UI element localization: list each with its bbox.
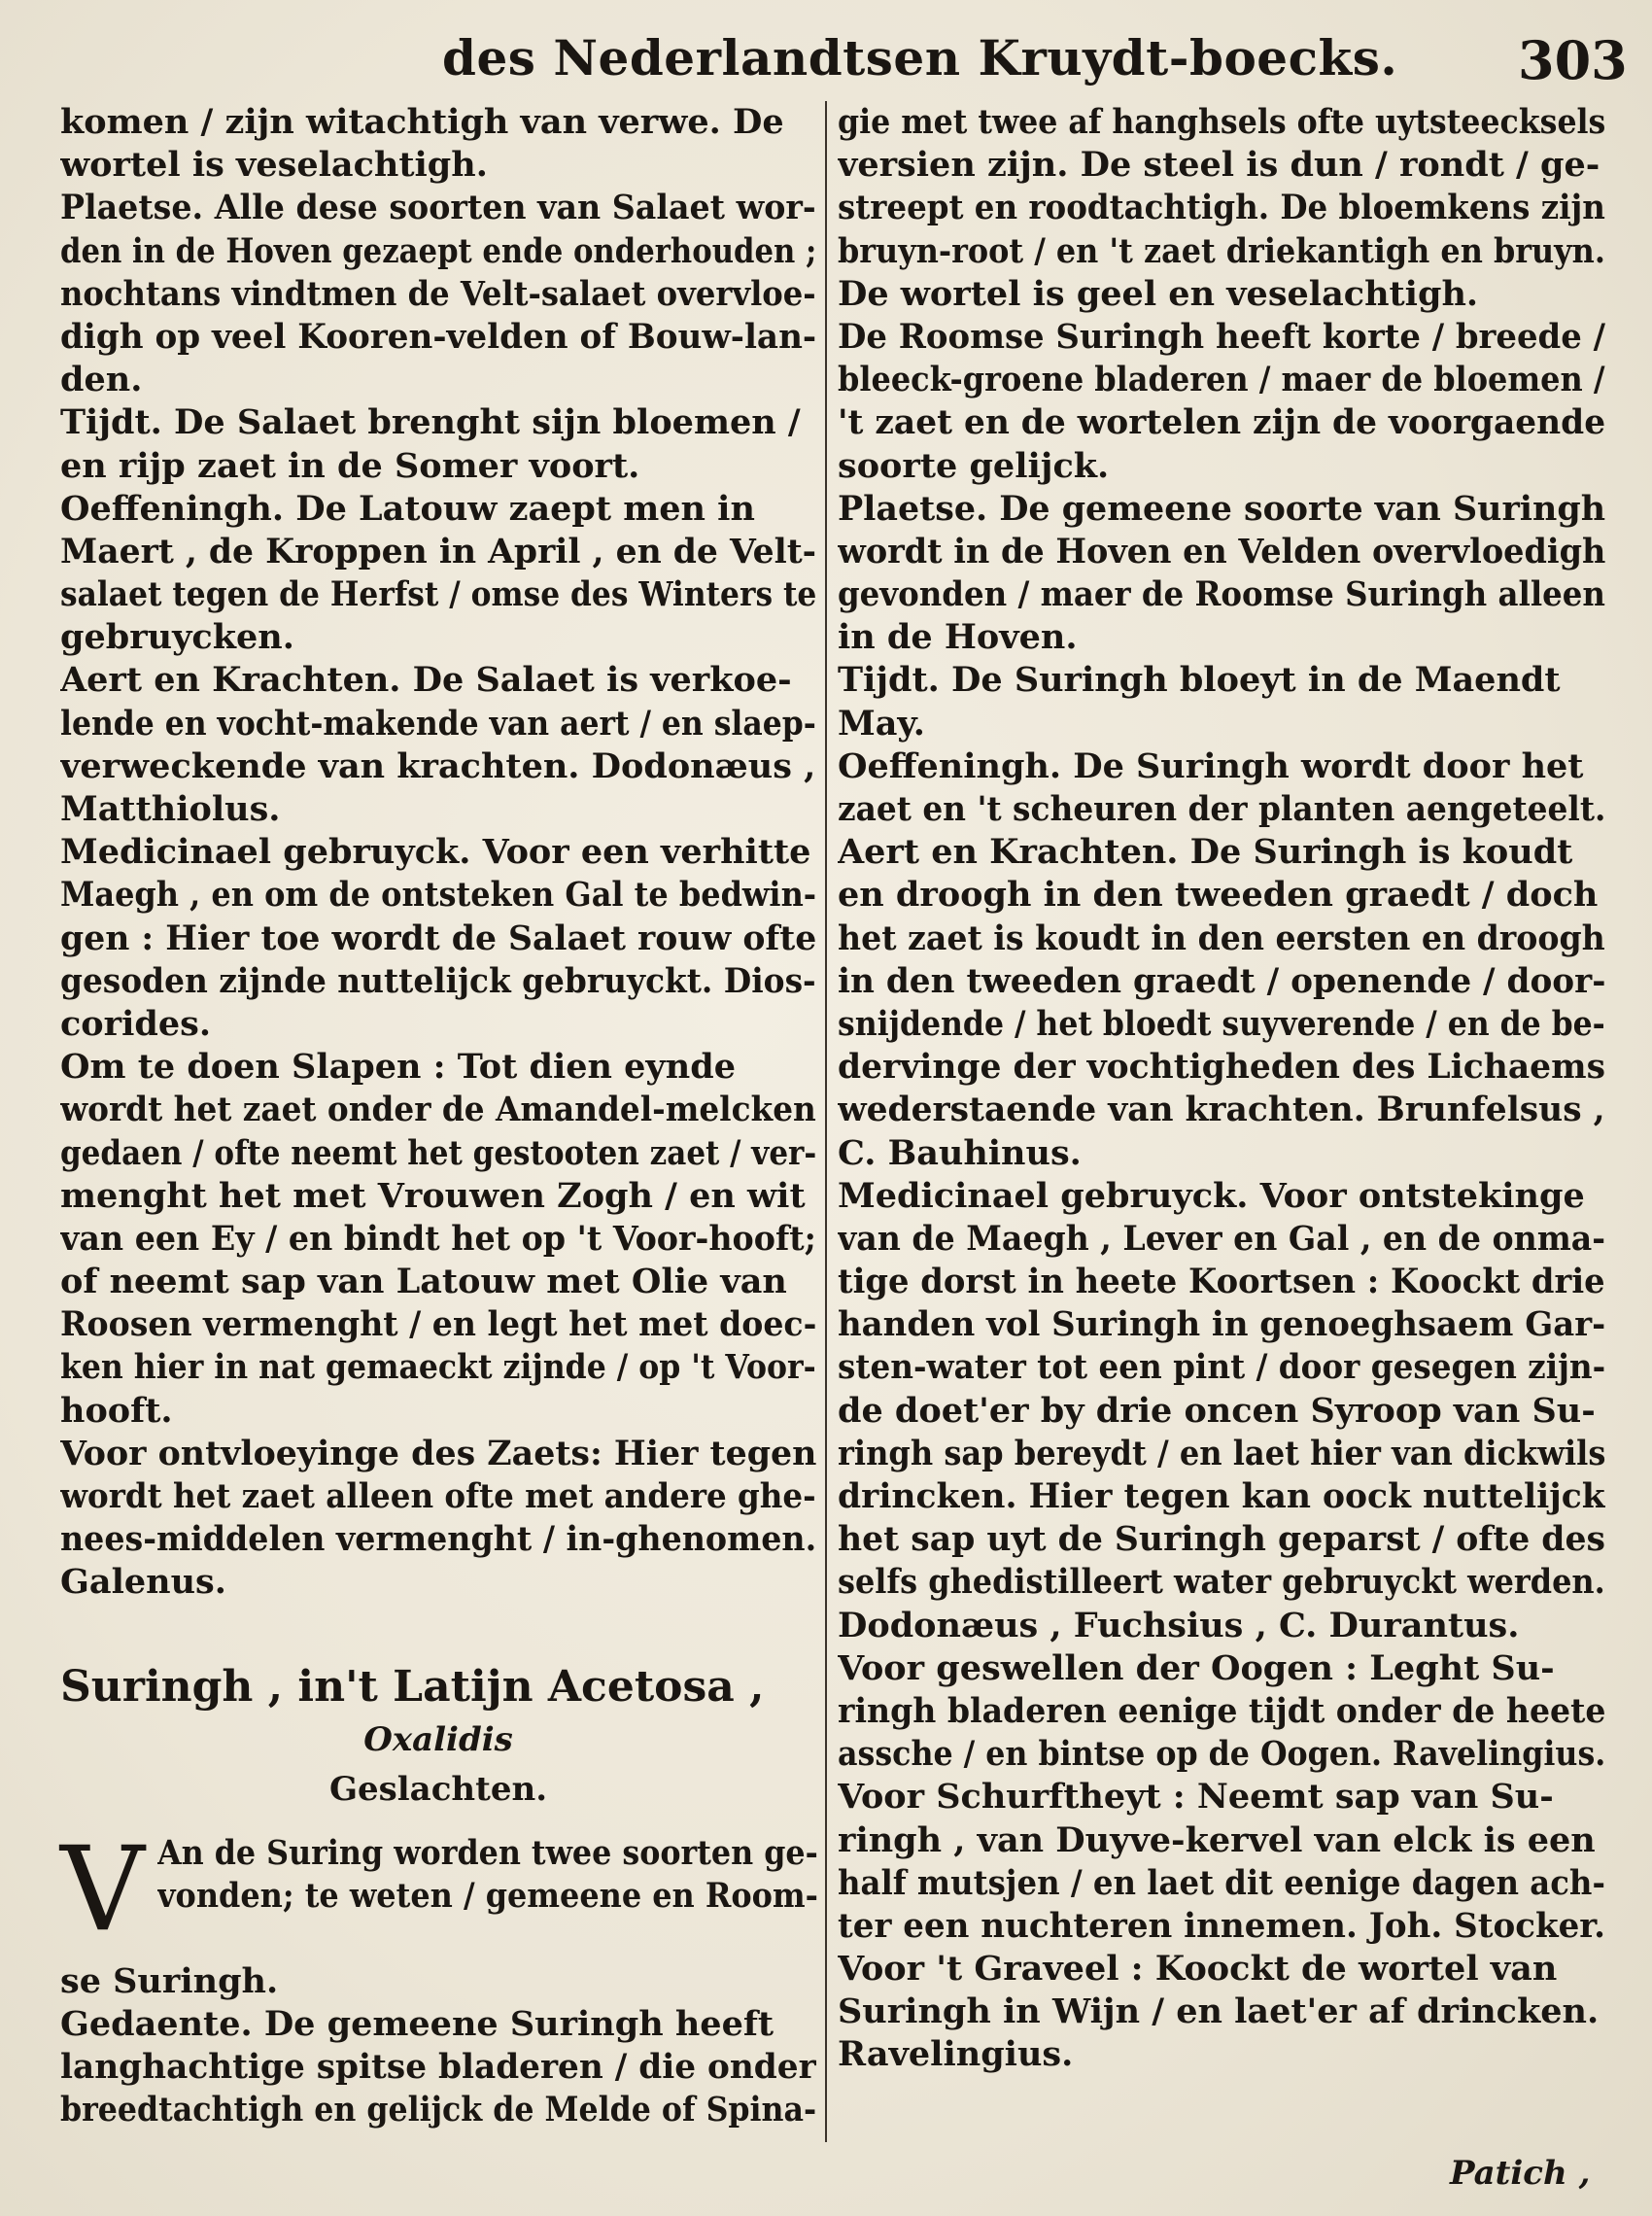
text-line: wordt in de Hoven en Velden overvloedigh — [838, 531, 1605, 571]
text-line: An de Suring worden twee soorten ge- — [157, 1832, 818, 1873]
text-line: gen : Hier toe wordt de Salaet rouw ofte — [60, 918, 816, 958]
text-line: Maert , de Kroppen in April , en de Velt- — [60, 531, 816, 571]
text-line: Roosen vermenght / en legt het met doec- — [60, 1304, 816, 1345]
text-line: of neemt sap van Latouw met Olie van — [60, 1262, 787, 1302]
text-line: Tijdt. De Salaet brenght sijn bloemen / — [60, 402, 801, 443]
text-line: hooft. — [60, 1390, 173, 1431]
text-line: gie met twee af hanghsels ofte uytsteecksels — [838, 102, 1605, 142]
running-title: des Nederlandtsen Kruydt-boecks. — [442, 29, 1398, 87]
text-line: Matthiolus. — [60, 789, 281, 829]
text-line: ter een nuchteren innemen. Joh. Stocker. — [838, 1905, 1605, 1946]
text-line: De Roomse Suringh heeft korte / breede / — [838, 316, 1605, 357]
text-line: Medicinael gebruyck. Voor ontstekinge — [838, 1175, 1585, 1216]
text-line: assche / en bintse op de Oogen. Ravelingius. — [838, 1734, 1605, 1775]
text-line: verweckende van krachten. Dodonæus , — [60, 745, 816, 786]
text-line: in de Hoven. — [838, 617, 1078, 658]
right-column — [838, 101, 1605, 2077]
text-line: den in de Hoven gezaept ende onderhouden ; — [60, 230, 816, 271]
text-line: Voor geswellen der Oogen : Leght Su- — [838, 1647, 1555, 1688]
text-line: Voor ontvloeyinge des Zaets: Hier tegen — [60, 1433, 816, 1473]
text-line: breedtachtigh en gelijck de Melde of Spina- — [60, 2090, 816, 2130]
text-line: snijdende / het bloedt suyverende / en de be- — [838, 1003, 1605, 1044]
text-line: ringh , van Duyve-kervel van elck is een — [838, 1819, 1596, 1860]
left-column — [60, 101, 816, 2131]
right-text-block — [838, 101, 1605, 2077]
text-line: 't zaet en de wortelen zijn de voorgaende — [838, 402, 1605, 443]
text-line: het zaet is koudt in den eersten en droogh — [838, 918, 1605, 958]
column-rule — [825, 101, 827, 2142]
text-line: den. — [60, 360, 143, 400]
text-line: Aert en Krachten. De Suringh is koudt — [838, 832, 1573, 873]
text-line: in den tweeden graedt / openende / door- — [838, 960, 1605, 1001]
text-line: komen / zijn witachtigh van verwe. De — [60, 102, 784, 142]
text-line: versien zijn. De steel is dun / rondt / ge- — [838, 145, 1600, 186]
section-sub-heading: Geslachten. — [328, 1769, 548, 1809]
section-title: Suringh , in't Latijn Acetosa , — [60, 1661, 765, 1712]
dropcap-lines — [157, 1832, 818, 1918]
text-line: digh op veel Kooren-velden of Bouw-lan- — [60, 316, 816, 357]
text-line: sten-water tot een pint / door gesegen zijn- — [838, 1347, 1605, 1388]
text-line: van een Ey / en bindt het op 't Voor-hooft; — [60, 1218, 816, 1259]
section-subtitle: Oxalidis — [363, 1719, 513, 1759]
text-line: wordt het zaet alleen ofte met andere ghe- — [60, 1476, 816, 1516]
text-line: Gedaente. De gemeene Suringh heeft — [60, 2003, 774, 2044]
left-text-block — [60, 101, 816, 1605]
text-line: lende en vocht-makende van aert / en slaep- — [60, 703, 816, 744]
text-line: Oeffeningh. De Suringh wordt door het — [838, 745, 1584, 786]
text-line: Oeffeningh. De Latouw zaept men in — [60, 488, 755, 529]
text-line: gevonden / maer de Roomse Suringh alleen — [838, 574, 1605, 615]
text-line: langhachtige spitse bladeren / die onder — [60, 2046, 816, 2087]
text-line: Voor 't Graveel : Koockt de wortel van — [838, 1949, 1558, 1990]
text-line: soorte gelijck. — [838, 445, 1110, 486]
text-line: C. Bauhinus. — [838, 1132, 1082, 1173]
text-line: Galenus. — [60, 1562, 226, 1603]
text-line: wederstaende van krachten. Brunfelsus , — [838, 1090, 1605, 1130]
dropcap-paragraph — [60, 1821, 818, 1960]
text-line: Ravelingius. — [838, 2034, 1074, 2075]
text-line: ringh bladeren eenige tijdt onder de heete — [838, 1690, 1605, 1731]
text-line: handen vol Suringh in genoeghsaem Gar- — [838, 1304, 1605, 1345]
text-line: tige dorst in heete Koortsen : Koockt drie — [838, 1262, 1605, 1302]
drop-cap-letter: V — [60, 1821, 145, 1957]
text-line: salaet tegen de Herfst / omse des Winters te — [60, 574, 816, 615]
text-line: drincken. Hier tegen kan oock nuttelijck — [838, 1476, 1605, 1516]
text-line: Om te doen Slapen : Tot dien eynde — [60, 1047, 736, 1088]
text-line: selfs ghedistilleert water gebruyckt werden. — [838, 1562, 1605, 1603]
text-line: vonden; te weten / gemeene en Room- — [157, 1875, 818, 1916]
text-line: het sap uyt de Suringh geparst / ofte des — [838, 1519, 1605, 1560]
page-header — [0, 21, 1652, 89]
text-line: dervinge der vochtigheden des Lichaems — [838, 1047, 1605, 1088]
text-line: wortel is veselachtigh. — [60, 145, 488, 186]
text-line: wordt het zaet onder de Amandel-melcken — [60, 1090, 816, 1130]
text-line: corides. — [60, 1003, 212, 1044]
text-line: nochtans vindtmen de Velt-salaet overvloe- — [60, 273, 816, 314]
text-line: zaet en 't scheuren der planten aengeteelt. — [838, 789, 1605, 829]
text-line: nees-middelen vermenght / in-ghenomen. — [60, 1519, 816, 1560]
text-line: de doet'er by drie oncen Syroop van Su- — [838, 1390, 1596, 1431]
text-line: bruyn-root / en 't zaet driekantigh en bruyn. — [838, 230, 1605, 271]
text-line: ken hier in nat gemaeckt zijnde / op 't Voor- — [60, 1347, 816, 1388]
text-line: gedaen / ofte neemt het gestooten zaet / ver- — [60, 1132, 816, 1173]
text-line: en rijp zaet in de Somer voort. — [60, 445, 640, 486]
text-line: gesoden zijnde nuttelijck gebruyckt. Dios- — [60, 960, 816, 1001]
text-line: Dodonæus , Fuchsius , C. Durantus. — [838, 1605, 1520, 1645]
text-line: Plaetse. Alle dese soorten van Salaet wor- — [60, 188, 816, 228]
left-text-block-bottom — [60, 1960, 816, 2132]
text-line: bleeck-groene bladeren / maer de bloemen / — [838, 360, 1605, 400]
text-line: se Suringh. — [60, 1960, 279, 2001]
text-line: Voor Schurftheyt : Neemt sap van Su- — [838, 1777, 1554, 1818]
text-line: menght het met Vrouwen Zogh / en wit — [60, 1175, 806, 1216]
text-line: Aert en Krachten. De Salaet is verkoe- — [60, 660, 792, 701]
text-line: en droogh in den tweeden graedt / doch — [838, 875, 1599, 916]
text-line: Tijdt. De Suringh bloeyt in de Maendt — [838, 660, 1561, 701]
catchword: Patich , — [1450, 2154, 1591, 2193]
text-line: ringh sap bereydt / en laet hier van dickwils — [838, 1433, 1605, 1473]
text-line: half mutsjen / en laet dit eenige dagen ach- — [838, 1862, 1605, 1903]
text-line: Medicinael gebruyck. Voor een verhitte — [60, 832, 811, 873]
page-number: 303 — [1518, 29, 1628, 91]
text-line: De wortel is geel en veselachtigh. — [838, 273, 1479, 314]
text-line: May. — [838, 703, 925, 744]
text-line: van de Maegh , Lever en Gal , en de onma- — [838, 1218, 1605, 1259]
text-line: Plaetse. De gemeene soorte van Suringh — [838, 488, 1605, 529]
text-line: gebruycken. — [60, 617, 294, 658]
text-line: Maegh , en om de ontsteken Gal te bedwin- — [60, 875, 816, 916]
text-line: Suringh in Wijn / en laet'er af drincken. — [838, 1991, 1600, 2032]
text-line: streept en roodtachtigh. De bloemkens zijn — [838, 188, 1605, 228]
